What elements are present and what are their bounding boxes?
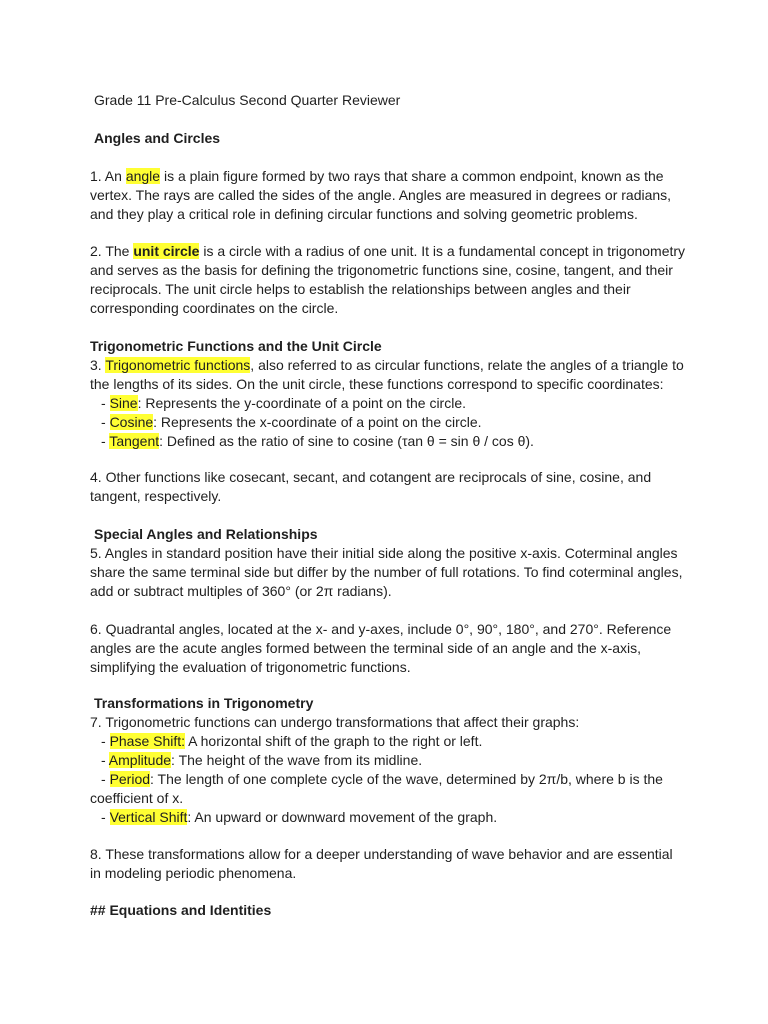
section-heading-equations-identities — [90, 901, 690, 920]
section-heading-special-angles: Special Angles and Relationships — [94, 526, 318, 542]
highlighted-term-amplitude: Amplitude — [108, 752, 172, 768]
list-item-text: : The length of one complete cycle of the wave, determined by 2π/b, where b is the — [150, 771, 663, 787]
section-heading-angles-circles — [94, 129, 694, 148]
paragraph-prefix: 2. The — [90, 243, 134, 259]
paragraph-2-line-2: and serves as the basis for defining the trigonometric functions sine, cosine, tangent, and their — [90, 262, 673, 278]
paragraph-2 — [90, 242, 690, 318]
paragraph-2-line-4: corresponding coordinates on the circle. — [90, 300, 339, 316]
section-heading-transformations: Transformations in Trigonometry — [94, 695, 314, 711]
highlighted-term-period: Period — [109, 771, 151, 787]
highlighted-term-angle: angle — [125, 168, 161, 184]
paragraph-5-line-2: share the same terminal side but differ by the number of full rotations. To find coterminal angles, — [90, 564, 683, 580]
list-item-phase-shift — [90, 732, 690, 751]
paragraph-6-line-3: simplifying the evaluation of trigonometric functions. — [90, 659, 411, 675]
paragraph-2-line-3: reciprocals. The unit circle helps to establish the relationships between angles and their — [90, 281, 631, 297]
list-item-text: : An upward or downward movement of the graph. — [187, 809, 498, 825]
section-special-angles — [90, 525, 690, 601]
list-item-text: A horizontal shift of the graph to the right or left. — [185, 733, 483, 749]
paragraph-3-line-2: the lengths of its sides. On the unit circle, these functions correspond to specific coordinates: — [90, 376, 664, 392]
list-item-tangent — [90, 432, 690, 451]
paragraph-4 — [90, 468, 690, 506]
highlighted-term-unit-circle: unit circle — [133, 243, 200, 259]
list-dash: - — [101, 433, 110, 449]
list-dash: - — [101, 414, 110, 430]
paragraph-1-line-3: and they play a critical role in defining circular functions and solving geometric problems. — [90, 206, 638, 222]
paragraph-1 — [90, 167, 690, 224]
section-heading-text: Angles and Circles — [94, 130, 221, 146]
highlighted-term-tangent: Tangent — [109, 433, 160, 449]
list-item-vertical-shift — [90, 808, 690, 827]
list-dash: - — [101, 809, 110, 825]
paragraph-text: is a plain figure formed by two rays that share a common endpoint, known as the — [160, 168, 664, 184]
section-heading-trig-functions: Trigonometric Functions and the Unit Circle — [90, 338, 382, 354]
list-item-text: : Represents the x-coordinate of a point on the circle. — [153, 414, 482, 430]
highlighted-term-vertical-shift: Vertical Shift — [109, 809, 188, 825]
list-dash: - — [101, 395, 110, 411]
paragraph-6-line-1: 6. Quadrantal angles, located at the x- and y-axes, include 0°, 90°, 180°, and 270°. Reference — [90, 621, 672, 637]
paragraph-1-line-1 — [90, 167, 690, 186]
list-item-period-continuation: coefficient of x. — [90, 790, 184, 806]
paragraph-8 — [90, 845, 690, 883]
section-trig-functions — [90, 337, 690, 451]
paragraph-2-line-1 — [90, 242, 690, 261]
document-title-text: Grade 11 Pre-Calculus Second Quarter Reviewer — [94, 92, 401, 108]
list-item-text: : Represents the y-coordinate of a point on the circle. — [137, 395, 466, 411]
list-dash: - — [101, 771, 110, 787]
paragraph-4-line-2: tangent, respectively. — [90, 488, 222, 504]
list-item-text: : The height of the wave from its midline. — [171, 752, 423, 768]
list-item-amplitude — [90, 751, 690, 770]
list-dash: - — [101, 733, 110, 749]
list-item-sine — [90, 394, 690, 413]
paragraph-text: is a circle with a radius of one unit. It is a fundamental concept in trigonometry — [199, 243, 686, 259]
paragraph-3-line-1 — [90, 356, 690, 375]
list-item-text: : Defined as the ratio of sine to cosine (τan θ = sin θ / cos θ). — [159, 433, 534, 449]
list-item-period — [90, 770, 690, 789]
list-dash: - — [101, 752, 109, 768]
highlighted-term-phase-shift: Phase Shift: — [109, 733, 186, 749]
paragraph-6 — [90, 620, 690, 677]
highlighted-term-cosine: Cosine — [109, 414, 154, 430]
section-transformations — [90, 694, 690, 827]
paragraph-5-line-3: add or subtract multiples of 360° (or 2π radians). — [90, 583, 392, 599]
paragraph-4-line-1: 4. Other functions like cosecant, secant, and cotangent are reciprocals of sine, cosine, and — [90, 469, 652, 485]
section-heading-text: ## Equations and Identities — [90, 902, 272, 918]
paragraph-prefix: 1. An — [90, 168, 126, 184]
paragraph-5-line-1: 5. Angles in standard position have their initial side along the positive x-axis. Coterminal angles — [90, 545, 678, 561]
document-title — [94, 91, 694, 110]
paragraph-6-line-2: angles are the acute angles formed between the terminal side of an angle and the x-axis, — [90, 640, 642, 656]
paragraph-7-line-1: 7. Trigonometric functions can undergo transformations that affect their graphs: — [90, 714, 580, 730]
paragraph-8-line-2: in modeling periodic phenomena. — [90, 865, 297, 881]
highlighted-term-trig-functions: Trigonometric functions — [105, 357, 251, 373]
list-item-cosine — [90, 413, 690, 432]
paragraph-text: , also referred to as circular functions, relate the angles of a triangle to — [250, 357, 684, 373]
highlighted-term-sine: Sine — [109, 395, 138, 411]
paragraph-1-line-2: vertex. The rays are called the sides of the angle. Angles are measured in degrees or radians, — [90, 187, 672, 203]
paragraph-8-line-1: 8. These transformations allow for a deeper understanding of wave behavior and are essential — [90, 846, 673, 862]
paragraph-prefix: 3. — [90, 357, 106, 373]
